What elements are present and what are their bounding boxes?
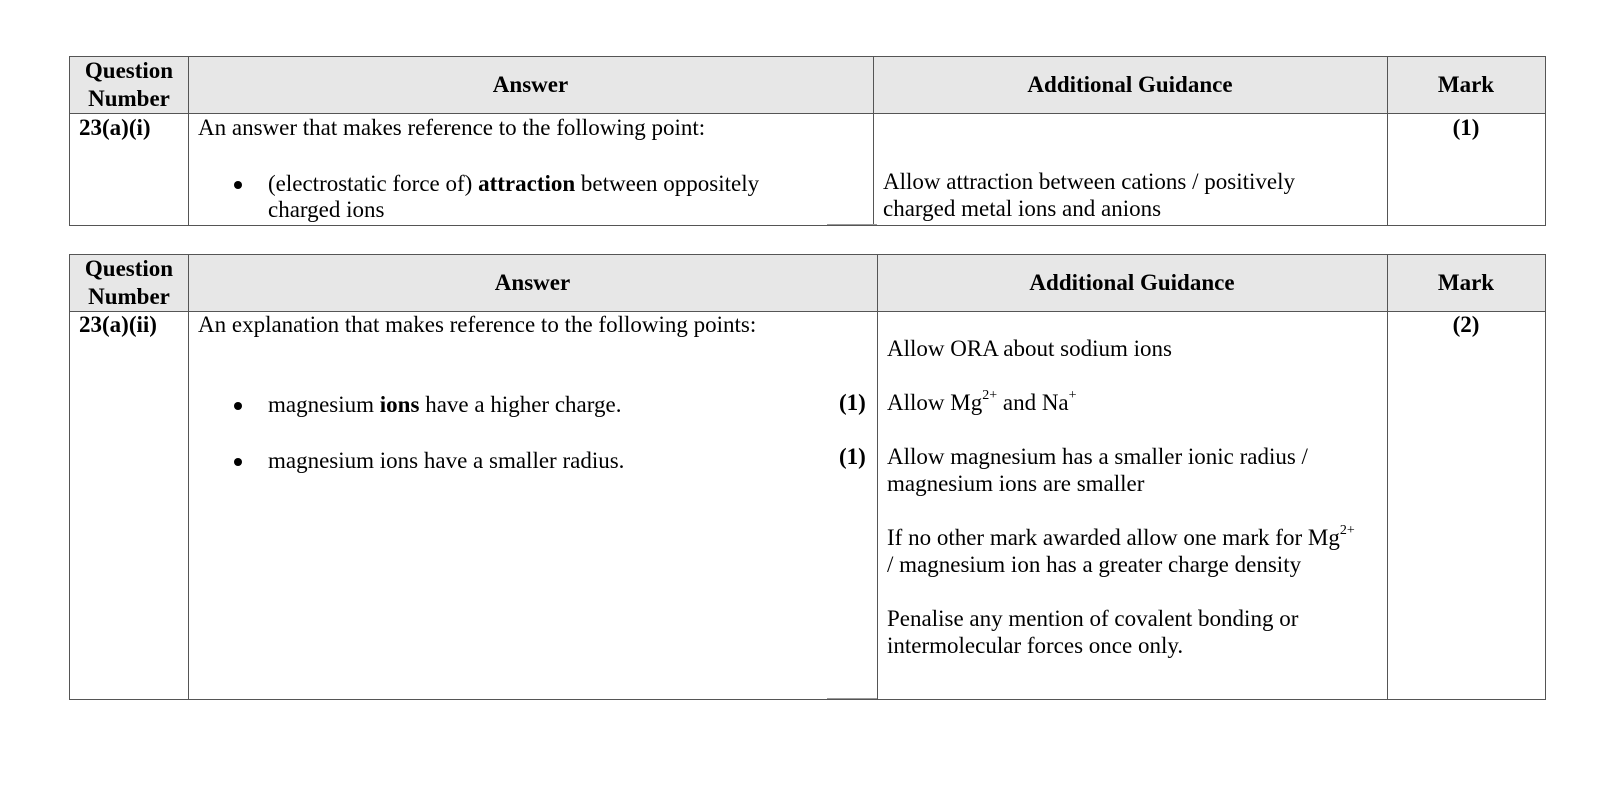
header-additional-guidance: Additional Guidance (1029, 270, 1235, 295)
guidance-line: Allow magnesium has a smaller ionic radius / (887, 444, 1308, 469)
guidance-line: Penalise any mention of covalent bonding or (887, 606, 1299, 631)
guidance-line: Allow attraction between cations / positively (883, 169, 1295, 194)
mark-scheme-table-23aii (69, 254, 1546, 700)
guidance-line: intermolecular forces once only. (887, 633, 1184, 658)
header-answer: Answer (494, 270, 571, 295)
answer-intro: An explanation that makes reference to the following points: (198, 312, 757, 337)
mark-scheme-table-23ai (69, 56, 1546, 226)
guidance-text: If no other mark awarded allow one mark for Mg (887, 525, 1340, 550)
answer-bullet-text: between oppositely (575, 171, 760, 196)
mark-value: (2) (1452, 312, 1480, 337)
guidance-line: charged metal ions and anions (883, 196, 1162, 221)
bullet-icon (234, 458, 242, 466)
answer-bullet-line1 (268, 170, 759, 197)
question-number: 23(a)(ii) (79, 312, 157, 337)
guidance-line: / magnesium ion has a greater charge density (887, 552, 1302, 577)
cell-divider-stub (827, 224, 877, 225)
answer-bullet-line2: charged ions (268, 197, 385, 222)
sub-mark: (1) (839, 444, 866, 469)
sub-mark: (1) (839, 390, 866, 415)
mark-value: (1) (1452, 115, 1480, 140)
guidance-line: magnesium ions are smaller (887, 471, 1145, 496)
answer-bullet-keyword: ions (379, 392, 420, 417)
header-additional-guidance: Additional Guidance (1027, 72, 1233, 97)
bullet-icon (234, 181, 242, 189)
header-answer: Answer (492, 72, 569, 97)
guidance-line: Allow ORA about sodium ions (887, 336, 1172, 361)
column-divider (188, 255, 189, 699)
answer-intro: An answer that makes reference to the following point: (198, 115, 706, 140)
answer-bullet-text: (electrostatic force of) (268, 171, 479, 196)
superscript: 2+ (1339, 523, 1355, 539)
answer-bullet-text: have a higher charge. (419, 392, 622, 417)
bullet-icon (234, 402, 242, 410)
answer-bullet-2: magnesium ions have a smaller radius. (268, 448, 625, 473)
header-mark: Mark (1437, 270, 1495, 295)
superscript: + (1068, 388, 1077, 404)
cell-divider-stub (827, 698, 877, 699)
guidance-line (887, 524, 1355, 551)
superscript: 2+ (982, 388, 998, 404)
answer-bullet-1 (268, 391, 621, 418)
question-number: 23(a)(i) (79, 115, 151, 140)
header-question-number: Question Number (84, 58, 174, 111)
guidance-text: and Na (997, 390, 1069, 415)
column-divider (877, 255, 878, 699)
guidance-text: Allow Mg (887, 390, 983, 415)
answer-bullet-keyword: attraction (478, 171, 576, 196)
header-question-number: Question Number (84, 256, 174, 309)
answer-bullet-text: magnesium (268, 392, 380, 417)
header-mark: Mark (1437, 72, 1495, 97)
guidance-line (887, 389, 1077, 416)
